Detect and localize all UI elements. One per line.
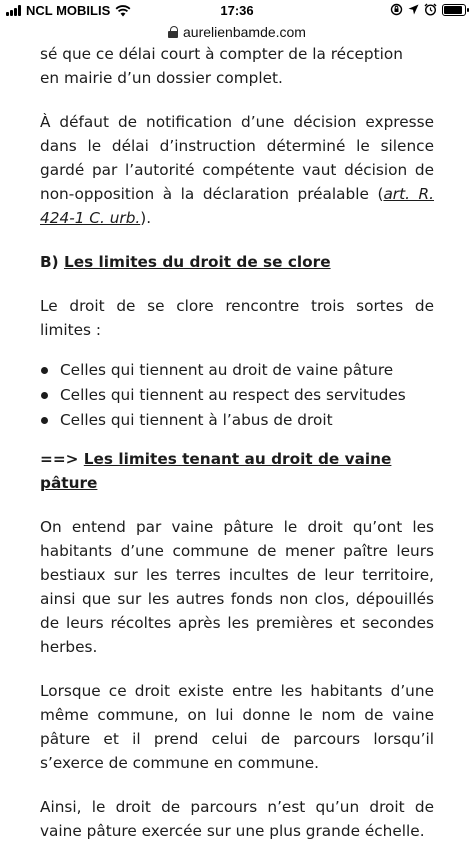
article-paragraph xyxy=(40,42,434,90)
battery-fill xyxy=(444,6,462,14)
article-content xyxy=(40,46,434,863)
heading-title: Les limites tenant au droit de vaine pâture xyxy=(40,450,392,492)
paragraph-line: en mairie d’un dossier complet. xyxy=(40,69,283,87)
article-paragraph: On entend par vaine pâture le droit qu’ont les habitants d’une commune de mener paître leurs bestiaux sur les terres incultes de leur territoire, ainsi que sur les autres fonds non clos, dépouillés de leurs récoltes après les premières et secondes herbes. xyxy=(40,518,434,656)
url-domain[interactable]: aurelienbamde.com xyxy=(183,24,306,40)
battery-icon xyxy=(442,4,466,16)
url-bar[interactable] xyxy=(0,22,474,42)
paragraph-end: ). xyxy=(140,209,152,227)
status-time: 17:36 xyxy=(220,3,254,18)
status-bar xyxy=(0,0,474,22)
article-paragraph: Lorsque ce droit existe entre les habitants d’une même commune, on lui donne le nom de vaine pâture et il prend celui de parcours lorsqu’il s’exerce de commune en commune. xyxy=(40,682,434,772)
section-heading-b xyxy=(40,250,434,274)
article-paragraph xyxy=(40,110,434,230)
list-item: Celles qui tiennent à l’abus de droit xyxy=(40,408,434,433)
paragraph-text: À défaut de notification d’une décision expresse dans le délai d’instruction déterminé le silence gardé par l’autorité compétente vaut décision de non-opposition à la déclaration préalable ( xyxy=(40,113,434,203)
lock-icon xyxy=(168,26,178,38)
heading-prefix: ==> xyxy=(40,450,84,468)
heading-prefix: B) xyxy=(40,253,64,271)
paragraph-line: sé que ce délai court à compter de la réception xyxy=(40,45,403,63)
carrier-name: NCL MOBILIS xyxy=(26,3,111,18)
status-right xyxy=(390,3,466,16)
heading-title: Les limites du droit de se clore xyxy=(63,253,331,271)
list-item: Celles qui tiennent au respect des servitudes xyxy=(40,383,434,408)
alarm-icon xyxy=(424,3,437,16)
section-heading-vaine-pature xyxy=(40,447,434,495)
limits-list xyxy=(40,358,434,433)
location-icon xyxy=(408,4,419,15)
list-item: Celles qui tiennent au droit de vaine pâture xyxy=(40,358,434,383)
article-paragraph: Ainsi, le droit de parcours n’est qu’un droit de vaine pâture exercée sur une plus grande échelle. xyxy=(40,798,434,840)
legal-reference-link[interactable]: art. R. 424-1 C. urb. xyxy=(40,185,434,227)
screen-rotation-lock-icon xyxy=(390,3,403,16)
article-paragraph: Le droit de se clore rencontre trois sortes de limites : xyxy=(40,297,434,339)
